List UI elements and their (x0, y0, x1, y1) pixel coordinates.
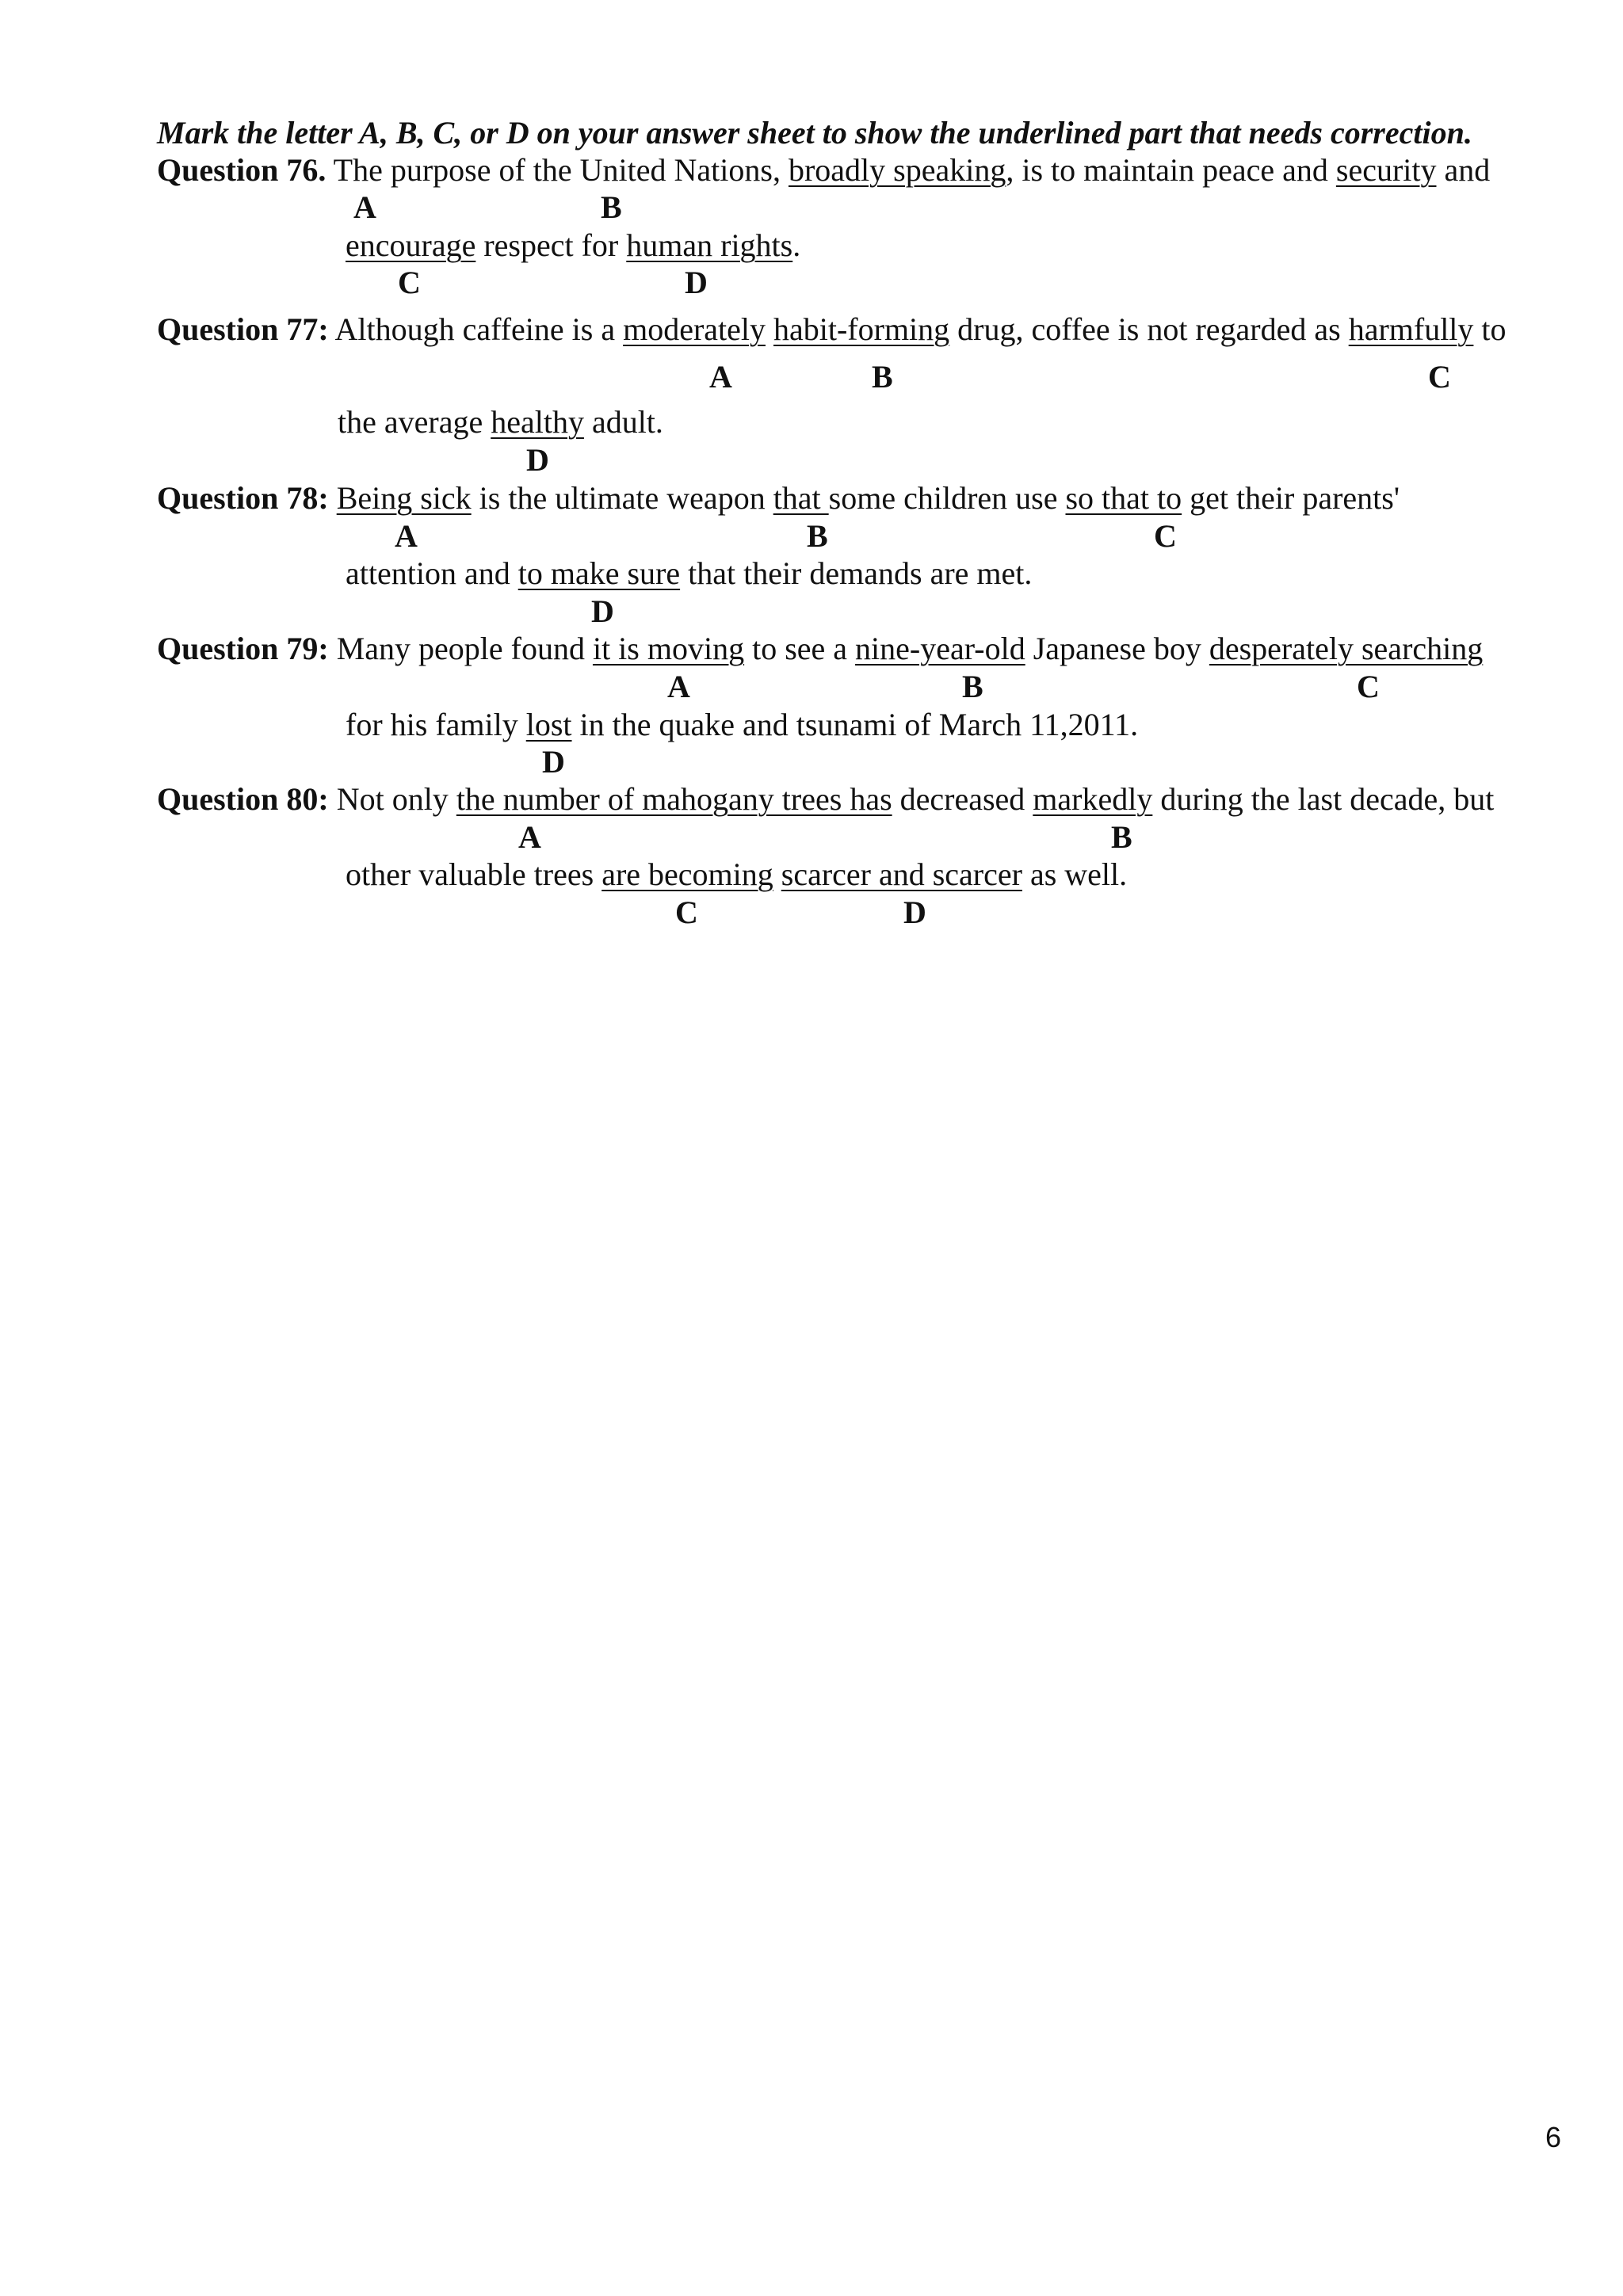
letter-a: A (518, 819, 541, 855)
question-text: Many people found (336, 631, 593, 666)
option-d-underlined: lost (525, 707, 572, 742)
letter-a: A (667, 669, 690, 704)
question-text: , is to maintain peace and (1006, 152, 1336, 188)
question-78-line-2 (346, 555, 1032, 593)
question-text: other valuable trees (346, 856, 602, 892)
question-text: some children use (828, 480, 1066, 516)
option-a-underlined: it is moving (592, 631, 745, 666)
letter-b: B (807, 518, 828, 554)
letter-d: D (591, 593, 614, 629)
letter-c: C (398, 265, 421, 300)
question-text: and (1436, 152, 1491, 188)
question-text: the average (338, 404, 491, 440)
question-77-line-2 (338, 403, 663, 441)
question-text: drug, coffee is not regarded as (949, 311, 1349, 347)
option-a-underlined: Being sick (336, 480, 472, 516)
letter-b: B (962, 669, 983, 704)
question-76-line-1 (157, 151, 1490, 189)
option-d-underlined: to make sure (517, 555, 681, 591)
letter-c: C (1154, 518, 1177, 554)
question-text: as well. (1022, 856, 1128, 892)
option-a-underlined: moderately (623, 311, 766, 347)
question-text: The purpose of the United Nations, (333, 152, 789, 188)
page-number: 6 (1545, 2121, 1562, 2153)
question-text: respect for (475, 227, 627, 263)
question-text: to (1473, 311, 1507, 347)
question-79-line-1 (157, 630, 1483, 668)
letter-c: C (675, 894, 698, 930)
option-c-underlined: harmfully (1348, 311, 1474, 347)
question-79-label: Question 79: (157, 631, 329, 666)
letter-a: A (395, 518, 418, 554)
question-80-line-2 (346, 856, 1127, 894)
question-78-label: Question 78: (157, 480, 329, 516)
question-text: attention and (346, 555, 518, 591)
question-text: during the last decade, but (1152, 781, 1495, 817)
question-80-label: Question 80: (157, 781, 329, 817)
letter-c: C (1428, 359, 1451, 395)
question-text: Japanese boy (1025, 631, 1209, 666)
option-b-underlined: security (1335, 152, 1437, 188)
question-text: for his family (346, 707, 526, 742)
letter-d: D (526, 442, 549, 478)
option-d-underlined: scarcer and scarcer (781, 856, 1022, 892)
question-text: in the quake and tsunami of March 11,2011. (571, 707, 1139, 742)
option-a-underlined: the number of mahogany trees has (456, 781, 892, 817)
letter-b: B (1111, 819, 1132, 855)
question-text (773, 856, 781, 892)
question-text: adult. (583, 404, 663, 440)
question-79-line-2 (346, 706, 1138, 744)
option-c-underlined: so that to (1065, 480, 1182, 516)
question-text: . (792, 227, 801, 263)
letter-c: C (1357, 669, 1380, 704)
question-76-label: Question 76. (157, 152, 327, 188)
letter-a: A (353, 189, 376, 225)
question-text: is the ultimate weapon (471, 480, 773, 516)
question-text: Not only (336, 781, 456, 817)
letter-b: B (601, 189, 622, 225)
question-77-label: Question 77: (157, 311, 329, 347)
letter-b: B (872, 359, 893, 395)
question-text: Although caffeine is a (334, 311, 624, 347)
option-b-underlined: markedly (1033, 781, 1153, 817)
option-c-underlined: desperately searching (1209, 631, 1484, 666)
question-77-line-1 (157, 311, 1507, 349)
question-text (766, 311, 773, 347)
question-text: that their demands are met. (680, 555, 1033, 591)
option-b-underlined: that (773, 480, 829, 516)
letter-d: D (903, 894, 926, 930)
letter-d: D (685, 265, 708, 300)
option-d-underlined: human rights (626, 227, 793, 263)
instruction-text: Mark the letter A, B, C, or D on your answer sheet to show the underlined part that needs correction. (157, 115, 1472, 151)
question-78-line-1 (157, 479, 1400, 517)
question-text: decreased (892, 781, 1033, 817)
question-text: get their parents' (1182, 480, 1400, 516)
question-80-line-1 (157, 780, 1494, 818)
letter-a: A (709, 359, 732, 395)
option-b-underlined: nine-year-old (855, 631, 1025, 666)
option-a-underlined: broadly speaking (788, 152, 1006, 188)
question-76-line-2 (346, 227, 800, 265)
option-b-underlined: habit-forming (773, 311, 950, 347)
option-c-underlined: encourage (346, 227, 476, 263)
option-d-underlined: healthy (491, 404, 584, 440)
option-c-underlined: are becoming (601, 856, 773, 892)
question-text: to see a (744, 631, 856, 666)
letter-d: D (542, 744, 565, 780)
